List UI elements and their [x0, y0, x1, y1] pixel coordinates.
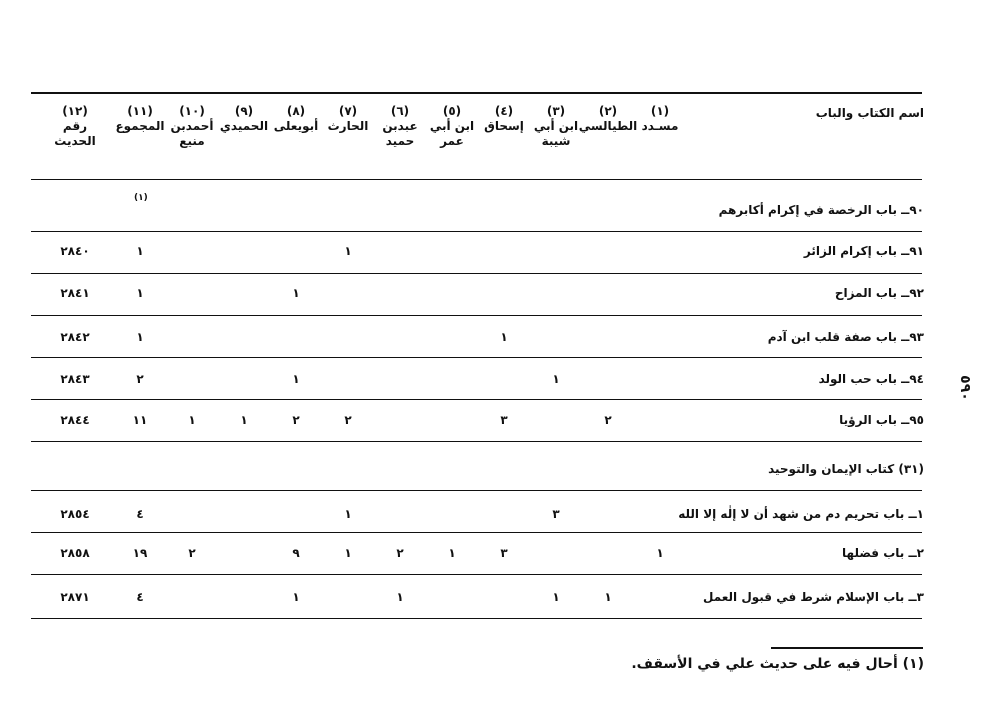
column-header-3: [526, 104, 586, 149]
table-cell-c2: ١: [604, 590, 612, 604]
table-cell-c12: ٢٨٥٤: [60, 507, 90, 521]
column-number: (٩): [234, 104, 254, 118]
table-cell-c3: ٣: [552, 507, 560, 521]
table-cell-c11: ٤: [136, 590, 144, 604]
table-cell-c12: ٢٨٤٣: [60, 372, 90, 386]
table-cell-c11: ٤: [136, 507, 144, 521]
table-cell-c11: ١: [136, 244, 144, 258]
table-cell-c11: ١: [136, 286, 144, 300]
row-rule: [31, 441, 922, 442]
row-title: ٩٥ــ باب الرؤيا: [839, 413, 924, 427]
table-cell-c4: ٣: [500, 546, 508, 560]
row-rule: [31, 532, 922, 533]
table-cell-c2: ٢: [604, 413, 612, 427]
column-header-2: [578, 104, 638, 134]
column-header-6: [370, 104, 430, 149]
row-title: ٩٣ــ باب صفة قلب ابن آدم: [767, 330, 924, 344]
table-cell-c3: ١: [552, 590, 560, 604]
table-cell-c6: ١: [396, 590, 404, 604]
column-number: (٦): [390, 104, 410, 118]
column-label: أحمدبن منيع: [170, 119, 214, 148]
section-title: (٣١) كتاب الإيمان والتوحيد: [768, 462, 924, 476]
table-cell-c1: ١: [656, 546, 664, 560]
column-header-10: [162, 104, 222, 149]
row-rule: [31, 231, 922, 232]
row-rule: [31, 357, 922, 358]
table-cell-c12: ٢٨٧١: [60, 590, 90, 604]
table-cell-c11: ٢: [136, 372, 144, 386]
row-title: ٩١ــ باب إكرام الزائر: [803, 244, 924, 258]
row-title: ٩٠ــ باب الرخصة في إكرام أكابرهم: [718, 203, 924, 217]
row-rule: [31, 315, 922, 316]
column-label: إسحاق: [484, 119, 524, 133]
table-cell-c10: ١: [188, 413, 196, 427]
column-number: (٨): [286, 104, 306, 118]
row-rule: [31, 618, 922, 619]
table-cell-c8: ١: [292, 372, 300, 386]
column-header-11: [110, 104, 170, 134]
table-cell-c10: ٢: [188, 546, 196, 560]
row-rule: [31, 574, 922, 575]
title-column-header: اسم الكتاب والباب: [815, 106, 924, 120]
column-header-8: [266, 104, 326, 134]
table-cell-c8: ١: [292, 286, 300, 300]
table-cell-c8: ٢: [292, 413, 300, 427]
row-rule: [31, 273, 922, 274]
table-cell-c12: ٢٨٥٨: [60, 546, 90, 560]
column-number: (١٢): [62, 104, 88, 118]
column-header-12: [45, 104, 105, 149]
table-cell-c12: ٢٨٤١: [60, 286, 90, 300]
column-header-5: [422, 104, 482, 149]
column-label: رقم الحديث: [54, 119, 96, 148]
page-number: ٥٩٠: [956, 375, 973, 401]
column-header-9: [214, 104, 274, 134]
column-header-4: [474, 104, 534, 134]
table-cell-c8: ١: [292, 590, 300, 604]
column-label: عبدبن حميد: [382, 119, 418, 148]
column-number: (٥): [442, 104, 462, 118]
table-cell-c7: ١: [344, 507, 352, 521]
column-label: مسـدد: [641, 119, 679, 133]
table-cell-c5: ١: [448, 546, 456, 560]
table-cell-c8: ٩: [292, 546, 300, 560]
column-label: أبويعلى: [273, 119, 319, 133]
column-label: ابن أبي شيبة: [533, 119, 579, 148]
table-top-rule: [31, 92, 922, 94]
row-rule: [31, 490, 922, 491]
table-cell-c4: ١: [500, 330, 508, 344]
row-title: ١ــ باب تحريم دم من شهد أن لا إلٰه إلا الله: [678, 507, 924, 521]
footnote-separator: [771, 647, 923, 649]
table-cell-c11: ١١: [132, 413, 148, 427]
column-header-7: [318, 104, 378, 134]
column-label: ابن أبي عمر: [429, 119, 475, 148]
row-rule: [31, 399, 922, 400]
column-number: (١٠): [179, 104, 205, 118]
column-number: (٤): [494, 104, 514, 118]
header-bottom-rule: [31, 179, 922, 180]
column-number: (١١): [127, 104, 153, 118]
column-number: (١): [650, 104, 670, 118]
table-cell-c3: ١: [552, 372, 560, 386]
footnote: (١) أحال فيه على حديث علي في الأسقف.: [631, 656, 924, 672]
row-title: ٩٢ــ باب المزاح: [834, 286, 924, 300]
table-cell-c12: ٢٨٤٠: [60, 244, 90, 258]
row-title: ٩٤ــ باب حب الولد: [818, 372, 924, 386]
table-cell-c11: ١: [136, 330, 144, 344]
table-cell-c9: ١: [240, 413, 248, 427]
table-cell-c7: ١: [344, 244, 352, 258]
column-label: الطيالسي: [578, 119, 638, 133]
table-cell-c4: ٣: [500, 413, 508, 427]
column-header-1: [630, 104, 690, 134]
column-label: المجموع: [115, 119, 165, 133]
column-number: (٣): [546, 104, 566, 118]
table-cell-c6: ٢: [396, 546, 404, 560]
table-cell-c7: ١: [344, 546, 352, 560]
table-cell-c12: ٢٨٤٤: [60, 413, 90, 427]
column-label: الحارث: [327, 119, 369, 133]
column-number: (٧): [338, 104, 358, 118]
column-label: الحميدي: [219, 119, 269, 133]
column-number: (٢): [598, 104, 618, 118]
row-title: ٣ــ باب الإسلام شرط في قبول العمل: [703, 590, 924, 604]
row-title: ٢ــ باب فضلها: [842, 546, 924, 560]
footnote-marker: (١): [134, 193, 148, 203]
table-cell-c11: ١٩: [132, 546, 148, 560]
table-cell-c12: ٢٨٤٢: [60, 330, 90, 344]
table-cell-c7: ٢: [344, 413, 352, 427]
